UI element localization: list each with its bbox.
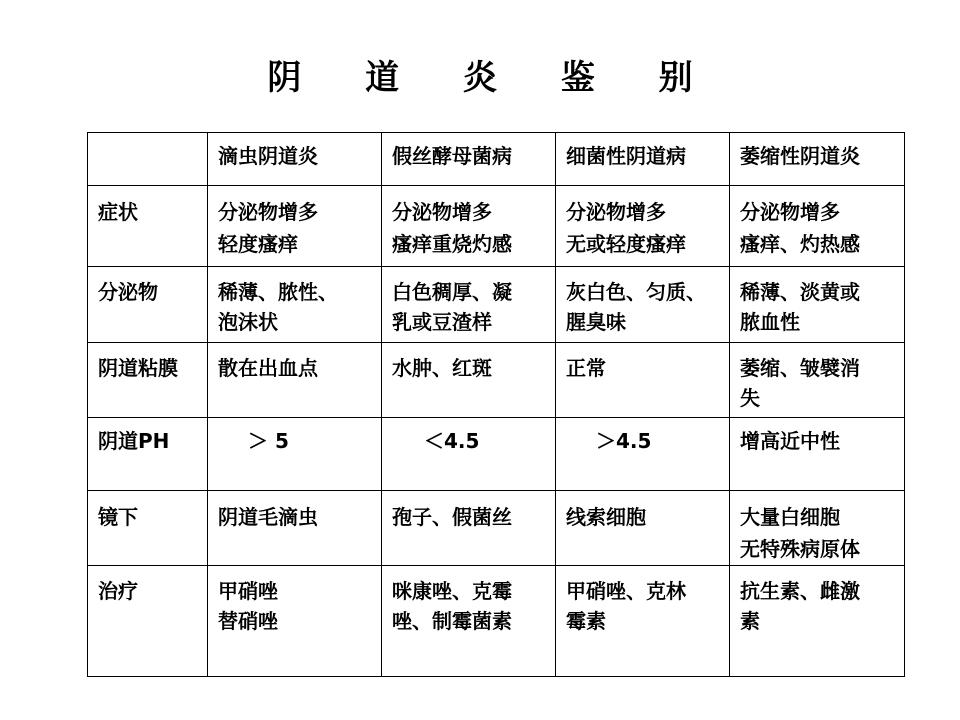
table-cell [730,343,905,418]
row-label: 镜下 [88,491,208,566]
table-cell [730,566,905,677]
cell-line: 水肿、红斑 [392,356,492,380]
header-row [88,133,905,186]
cell-line: 线索细胞 [566,505,646,529]
cell-line: 瘙痒重烧灼感 [392,232,512,256]
vaginitis-differential-table [87,132,905,677]
table-cell [556,491,730,566]
table-cell [556,343,730,418]
cell-line: 咪康唑、克霉 [392,579,512,603]
row-label: 阴道粘膜 [88,343,208,418]
cell-line: 无或轻度瘙痒 [566,232,686,256]
table-cell [382,418,556,491]
cell-line: 分泌物增多 [392,200,492,224]
table-row-ph [88,418,905,491]
row-label: 症状 [88,186,208,267]
row-label: 阴道PH [88,418,208,491]
table-cell [382,267,556,343]
table-cell [556,267,730,343]
table-row-symptoms [88,186,905,267]
cell-line: 乳或豆渣样 [392,310,492,334]
table-row-mucosa [88,343,905,418]
cell-line: 孢子、假菌丝 [392,505,512,529]
cell-line: 稀薄、脓性、 [218,280,338,304]
cell-line: 稀薄、淡黄或 [740,280,860,304]
cell-line: 大量白细胞 [740,505,840,529]
row-label: 分泌物 [88,267,208,343]
cell-line: 素 [740,609,760,633]
table-cell [208,418,382,491]
table-cell [556,186,730,267]
cell-line: 无特殊病原体 [740,537,860,561]
table-cell [730,418,905,491]
header-cell-trichomonas: 滴虫阴道炎 [208,133,382,186]
table-cell [208,267,382,343]
cell-line: 白色稠厚、凝 [392,280,512,304]
cell-line: 替硝唑 [218,609,278,633]
cell-line: 失 [740,386,760,410]
table-cell [208,186,382,267]
cell-line: 正常 [566,356,606,380]
cell-line: 甲硝唑、克林 [566,579,686,603]
cell-line: 抗生素、雌激 [740,579,860,603]
cell-line: 萎缩、皱襞消 [740,356,860,380]
cell-line: ＜4.5 [424,429,480,453]
table-cell [208,491,382,566]
cell-line: 分泌物增多 [566,200,666,224]
cell-line: 散在出血点 [218,356,318,380]
table-cell [208,343,382,418]
header-cell-bacterial-vaginosis: 细菌性阴道病 [556,133,730,186]
header-cell-atrophic: 萎缩性阴道炎 [730,133,905,186]
cell-line: 灰白色、匀质、 [566,280,706,304]
cell-line: 瘙痒、灼热感 [740,232,860,256]
cell-line: 甲硝唑 [218,579,278,603]
header-cell-empty [88,133,208,186]
table-cell [556,566,730,677]
table-cell [382,491,556,566]
cell-line: 分泌物增多 [218,200,318,224]
table-row-microscopy [88,491,905,566]
table-cell [730,186,905,267]
table-row-treatment [88,566,905,677]
table-cell [382,186,556,267]
table-cell [556,418,730,491]
table-cell [730,267,905,343]
cell-line: 轻度瘙痒 [218,232,298,256]
table-cell [382,343,556,418]
cell-line: 增高近中性 [740,429,840,453]
cell-line: 唑、制霉菌素 [392,609,512,633]
table-cell [730,491,905,566]
row-label: 治疗 [88,566,208,677]
cell-line: 阴道毛滴虫 [218,505,318,529]
table-cell [208,566,382,677]
header-cell-candidiasis: 假丝酵母菌病 [382,133,556,186]
table-cell [382,566,556,677]
cell-line: 泡沫状 [218,310,278,334]
cell-line: ＞ 5 [248,429,289,453]
page-title: 阴 道 炎 鉴 别 [267,58,719,98]
cell-line: 霉素 [566,609,606,633]
table-row-discharge [88,267,905,343]
cell-line: 腥臭味 [566,310,626,334]
cell-line: ＞4.5 [596,429,652,453]
cell-line: 脓血性 [740,310,800,334]
cell-line: 分泌物增多 [740,200,840,224]
